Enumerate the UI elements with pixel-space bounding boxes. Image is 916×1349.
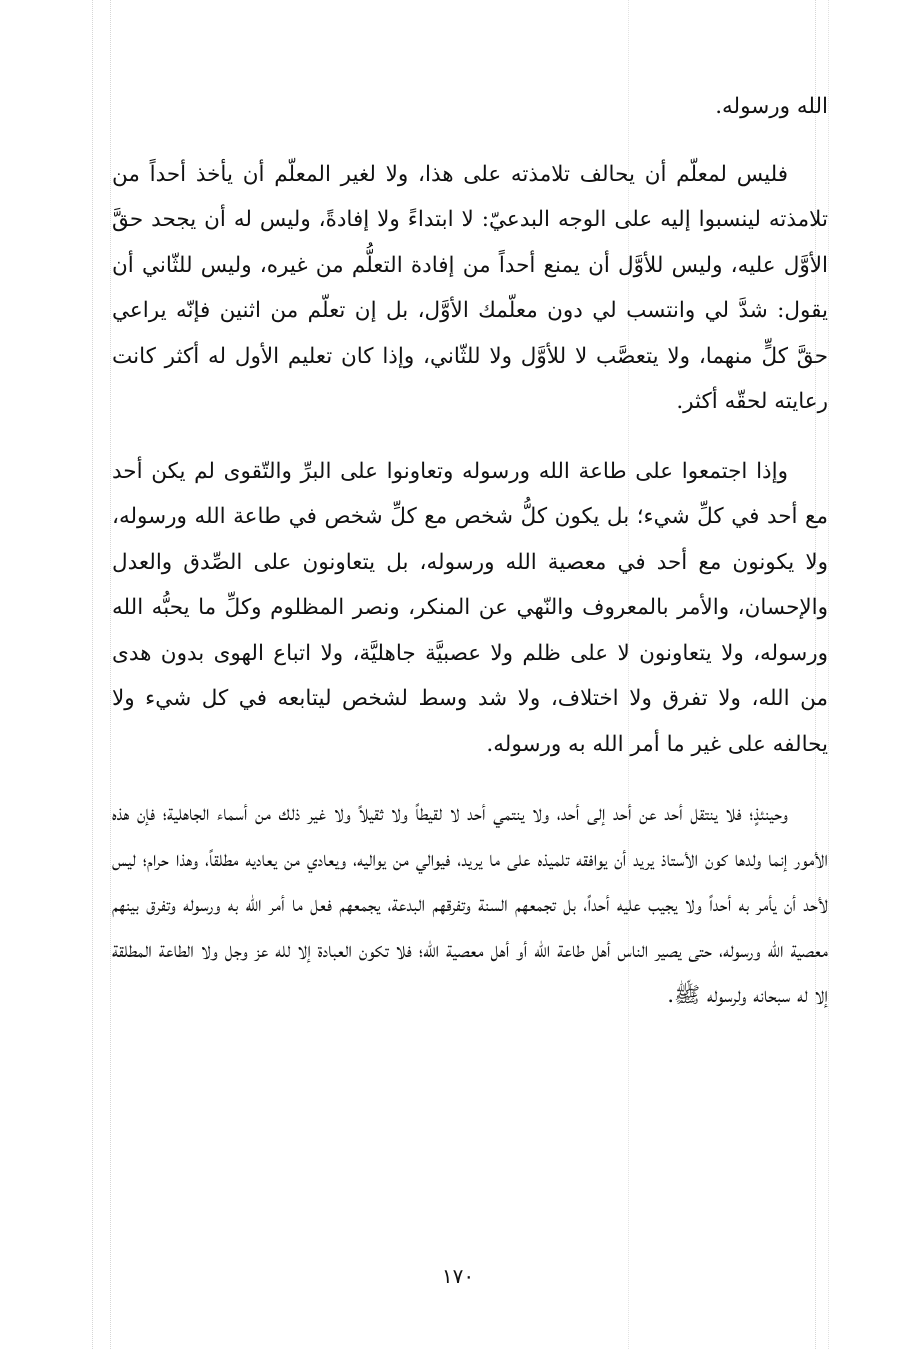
scan-guide-line [110,0,111,1349]
paragraph-cooperation: وإذا اجتمعوا على طاعة الله ورسوله وتعاونوا على البرِّ والتّقوى لم يكن أحد مع أحد في كلِّ شيء؛ بل يكون كلُّ شخص مع كلِّ شخص في طاعة الله ورسوله، ولا يكونون مع أحد في معصية الله ورسوله، بل يتعاونون على الصِّدق والعدل والإحسان، والأمر بالمعروف والنّهي عن المنكر، ونصر المظلوم وكلِّ ما يحبُّه الله ورسوله، ولا يتعاونون لا على ظلم ولا عصبيَّة جاهليَّة، ولا اتباع الهوى بدون هدى من الله، ولا تفرق ولا اختلاف، ولا شد وسط لشخص ليتابعه في كل شيء ولا يحالفه على غير ما أمر الله به ورسوله. [112,458,828,757]
paragraph-no-factions: وحينئذٍ؛ فلا ينتقل أحد عن أحد إلى أحد، ولا ينتمي أحد لا لقيطاً ولا ثقيلاً ولا غير ذلك من أسماء الجاهلية؛ فإن هذه الأمور إنما ولدها كون الأستاذ يريد أن يوافقه تلميذه على ما يريد، فيوالي من يواليه، ويعادي من يعاديه مطلقاً، وهذا حرام؛ ليس لأحد أن يأمر به أحداً ولا يجيب عليه أحداً، بل تجمعهم السنة وتفرقهم البدعة، يجمعهم فعل ما أمر الله به ورسوله وتفرق بينهم معصية الله ورسوله، حتى يصير الناس أهل طاعة الله أو أهل معصية الله؛ فلا تكون العبادة إلا لله عز وجل ولا الطاعة المطلقة إلا له سبحانه ولرسوله ﷺ. [112,801,828,1008]
page-number: ١٧٠ [441,1264,475,1288]
scan-guide-line [92,0,93,1349]
body-text [112,84,828,1043]
scan-guide-line [828,0,829,1349]
paragraph-teacher-alliance: فليس لمعلّم أن يحالف تلامذته على هذا، ولا لغير المعلّم أن يأخذ أحداً من تلامذته لينسبوا إليه على الوجه البدعيّ: لا ابتداءً ولا إفادةً، وليس له أن يجحد حقَّ الأوَّل عليه، وليس للأوَّل أن يمنع أحداً من إفادة التعلُّم من غيره، وليس للثّاني أن يقول: شدَّ لي وانتسب لي دون معلّمك الأوَّل، بل إن تعلّم من اثنين فإنّه يراعي حقَّ كلٍّ منهما، ولا يتعصَّب لا للأوَّل ولا للثّاني، وإذا كان تعليم الأول له أكثر كانت رعايته لحقّه أكثر. [112,161,828,414]
paragraph-continuation: الله ورسوله. [715,94,828,119]
